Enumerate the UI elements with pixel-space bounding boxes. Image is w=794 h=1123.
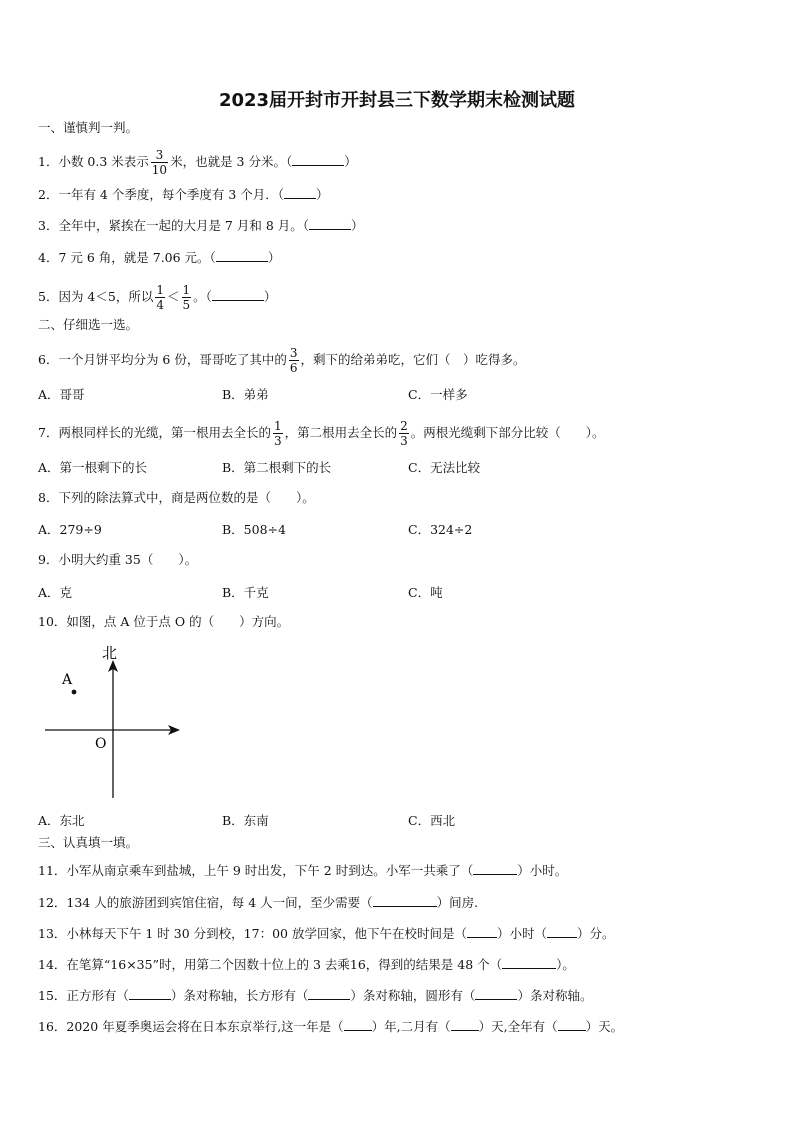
option-c[interactable]: C．吨 [408,585,443,600]
fraction-1-4: $\frac{1}{4}$ [156,283,164,312]
north-label: 北 [102,644,118,662]
option-b[interactable]: B．508÷4 [222,522,286,537]
question-6: 6．一个月饼平均分为 6 份，哥哥吃了其中的 $\frac{3}{6}$ ，剩下的给弟弟吃，它们（ ）吃得多。 [38,346,526,375]
answer-blank[interactable] [502,956,556,969]
point-a-label: A [62,672,73,688]
option-b[interactable]: B．弟弟 [222,387,269,402]
fraction-1-3: $\frac{1}{3}$ [273,419,282,448]
option-b[interactable]: B．第二根剩下的长 [222,460,332,475]
direction-diagram [40,640,190,800]
option-c[interactable]: C．西北 [408,813,456,828]
point-o-label: O [95,736,107,752]
question-16: 16．2020 年夏季奥运会将在日本东京举行,这一年是（ ）年,二月有（ ）天,全年有（ ）天。 [38,1019,624,1034]
option-b[interactable]: B．东南 [222,813,269,828]
answer-blank[interactable] [558,1018,586,1031]
question-10: 10．如图，点 A 位于点 O 的（ ）方向。 [38,614,290,629]
question-5: 5．因为 4＜5，所以 $\frac{1}{4}$ ＜ $\frac{1}{5}$ 。（ ） [38,283,277,312]
answer-blank[interactable] [467,925,497,938]
fraction-1-5: $\frac{1}{5}$ [182,283,191,312]
answer-blank[interactable] [284,186,316,199]
option-b[interactable]: B．千克 [222,585,269,600]
question-13: 13．小林每天下午 1 时 30 分到校，17：00 放学回家，他下午在校时间是（ ）小时（ ）分。 [38,926,615,941]
option-a[interactable]: A．哥哥 [38,387,85,402]
section-1-heading: 一、谨慎判一判。 [38,120,139,135]
question-9: 9．小明大约重 35（ ）。 [38,552,198,567]
answer-blank[interactable] [373,894,437,907]
question-4: 4．7 元 6 角，就是 7.06 元。（ ） [38,250,281,265]
option-c[interactable]: C．无法比较 [408,460,481,475]
question-3: 3．全年中，紧挨在一起的大月是 7 月和 8 月。（ ） [38,218,364,233]
answer-blank[interactable] [292,153,344,166]
question-7: 7．两根同样长的光缆，第一根用去全长的 $\frac{1}{3}$ ，第二根用去全长的 $\frac{2}{3}$ 。两根光缆剩下部分比较（ ）。 [38,419,605,448]
answer-blank[interactable] [344,1018,372,1031]
option-c[interactable]: C．一样多 [408,387,468,402]
fraction-2-3: $\frac{2}{3}$ [400,419,408,448]
answer-blank[interactable] [547,925,577,938]
point-a-dot [72,690,77,695]
answer-blank[interactable] [129,987,171,1000]
answer-blank[interactable] [308,987,350,1000]
option-a[interactable]: A．东北 [38,813,85,828]
section-2-heading: 二、仔细选一选。 [38,317,139,332]
section-3-heading: 三、认真填一填。 [38,835,139,850]
answer-blank[interactable] [475,987,517,1000]
answer-blank[interactable] [451,1018,479,1031]
question-1: 1．小数 0.3 米表示 $\frac{3}{10}$ 米，也就是 3 分米。（ ） [38,148,357,177]
answer-blank[interactable] [309,217,351,230]
question-12: 12．134 人的旅游团到宾馆住宿，每 4 人一间，至少需要（ ）间房. [38,895,479,910]
fraction-3-10: $\frac{3}{10}$ [151,148,168,177]
option-a[interactable]: A．279÷9 [38,522,102,537]
question-8: 8．下列的除法算式中，商是两位数的是（ ）。 [38,490,315,505]
question-15: 15．正方形有（ ）条对称轴，长方形有（ ）条对称轴，圆形有（ ）条对称轴。 [38,988,593,1003]
option-a[interactable]: A．克 [38,585,73,600]
question-2: 2．一年有 4 个季度，每个季度有 3 个月．（ ） [38,187,329,202]
answer-blank[interactable] [473,862,517,875]
question-14: 14．在笔算“16×35”时，用第二个因数十位上的 3 去乘16，得到的结果是 48 个（ ）。 [38,957,575,972]
option-c[interactable]: C．324÷2 [408,522,473,537]
fraction-3-6: $\frac{3}{6}$ [289,346,298,375]
answer-blank[interactable] [212,288,264,301]
option-a[interactable]: A．第一根剩下的长 [38,460,148,475]
answer-blank[interactable] [216,249,268,262]
question-11: 11．小军从南京乘车到盐城，上午 9 时出发，下午 2 时到达。小军一共乘了（ ）小时。 [38,863,568,878]
exam-title: 2023届开封市开封县三下数学期末检测试题 [218,90,576,111]
